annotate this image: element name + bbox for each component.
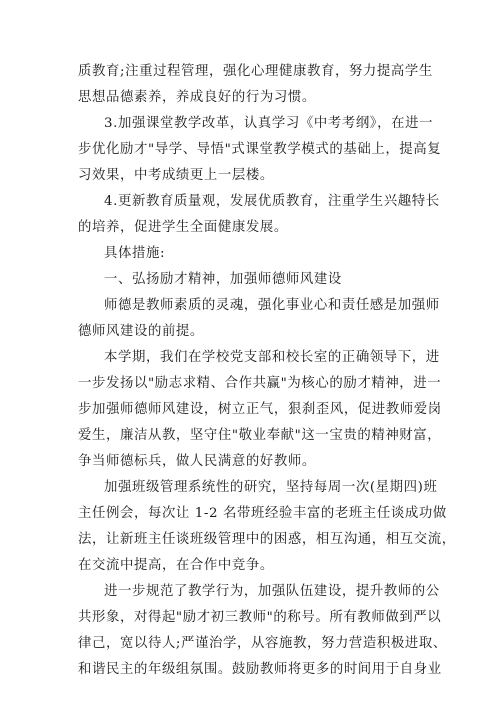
text-line: 争当师德标兵，做人民满意的好教师。 (78, 454, 316, 469)
text-line: 思想品德素养，养成良好的行为习惯。 (78, 90, 316, 105)
text-line: 主任例会，每次让 1-2 名带班经验丰富的老班主任谈成功做 (78, 506, 447, 521)
text-line: 4.更新教育质量观，发展优质教育，注重学生兴趣特长 (104, 194, 440, 209)
text-line: 德师风建设的前提。 (78, 324, 204, 339)
text-line: 步加强师德师风建设，树立正气，狠刹歪风，促进教师爱岗 (78, 402, 442, 417)
text-line: 共形象，对得起"励才初三教师"的称号。所有教师做到严以 (78, 610, 442, 625)
text-line: 加强班级管理系统性的研究，坚持每周一次(星期四)班 (104, 480, 438, 495)
section-heading: 一、弘扬励才精神，加强师德师风建设 (104, 272, 342, 287)
text-line: 3.加强课堂教学改革，认真学习《中考考纲》，在进一 (104, 116, 434, 131)
text-line: 爱生，廉洁从教，坚守住"敬业奉献"这一宝贵的精神财富， (78, 428, 442, 443)
text-line: 质教育;注重过程管理，强化心理健康教育，努力提高学生 (78, 64, 433, 79)
text-line: 和谐民主的年级组氛围。鼓励教师将更多的时间用于自身业 (78, 662, 442, 677)
text-line: 在交流中提高，在合作中竞争。 (78, 558, 274, 573)
text-line: 律己，宽以待人;严谨治学，从容施教，努力营造积极进取、 (78, 636, 447, 651)
text-line: 具体措施: (104, 246, 166, 261)
text-line: 一步发扬以"励志求精、合作共赢"为核心的励才精神，进一 (78, 376, 442, 391)
text-line: 法，让新班主任谈班级管理中的困惑，相互沟通，相互交流， (78, 532, 456, 547)
text-line: 的培养，促进学生全面健康发展。 (78, 220, 288, 235)
text-line: 进一步规范了教学行为，加强队伍建设，提升教师的公 (104, 584, 440, 599)
text-line: 本学期，我们在学校党支部和校长室的正确领导下，进 (104, 350, 440, 365)
text-line: 师德是教师素质的灵魂，强化事业心和责任感是加强师 (104, 298, 440, 313)
text-line: 步优化励才"导学、导悟"式课堂教学模式的基础上，提高复 (78, 142, 442, 157)
text-line: 习效果，中考成绩更上一层楼。 (78, 168, 274, 183)
